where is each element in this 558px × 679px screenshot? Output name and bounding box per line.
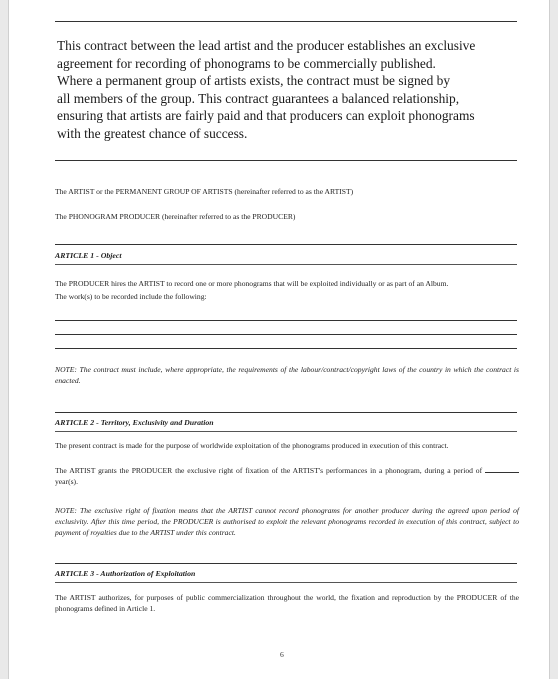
intro-line: all members of the group. This contract guarantees a balanced relationship, <box>57 90 460 106</box>
intro-paragraph <box>57 37 527 143</box>
duration-years-field[interactable] <box>485 464 519 473</box>
article1-paragraph-1: The PRODUCER hires the ARTIST to record one or more phonograms that will be exploited individually or as part of an Album. <box>55 279 449 288</box>
party-producer-line: The PHONOGRAM PRODUCER (hereinafter referred to as the PRODUCER) <box>55 212 296 221</box>
article2-paragraph-2-text: The ARTIST grants the PRODUCER the exclusive right of fixation of the ARTIST's performances in a phonogram, during a period of <box>55 466 483 475</box>
intro-line: with the greatest chance of success. <box>57 125 248 141</box>
article2-heading: ARTICLE 2 - Territory, Exclusivity and Duration <box>55 418 214 427</box>
article1-note: NOTE: The contract must include, where appropriate, the requirements of the labour/contract/copyright laws of the country in which the contract is enacted. <box>55 365 519 385</box>
article2-top-rule <box>55 412 517 413</box>
article2-heading-rule <box>55 431 517 432</box>
article2-note: NOTE: The exclusive right of fixation means that the ARTIST cannot record phonograms for another producer during the agreed upon period of exclusivity. After this time period, the PRODUCER is authorised to exploit the relevant phonograms recorded in execution of this contract, subject to payment of royalties due to the ARTIST under this contract. <box>55 506 519 537</box>
top-rule <box>55 21 517 22</box>
intro-line: This contract between the lead artist and the producer establishes an exclusive <box>57 38 476 53</box>
article1-paragraph-2: The work(s) to be recorded include the following: <box>55 292 207 301</box>
article2-paragraph-2 <box>55 464 519 487</box>
article1-top-rule <box>55 244 517 245</box>
works-fill-line-2[interactable] <box>55 334 517 335</box>
intro-line: agreement for recording of phonograms to be commercially published. <box>57 55 436 71</box>
article1-heading: ARTICLE 1 - Object <box>55 251 122 260</box>
intro-line: ensuring that artists are fairly paid and that producers can exploit phonograms <box>57 108 475 124</box>
article3-top-rule <box>55 563 517 564</box>
article3-heading-rule <box>55 582 517 583</box>
party-artist-line: The ARTIST or the PERMANENT GROUP OF ARTISTS (hereinafter referred to as the ARTIST) <box>55 187 354 196</box>
page-number: 6 <box>280 650 284 659</box>
article2-paragraph-2-suffix: year(s). <box>55 477 78 486</box>
article2-paragraph-1: The present contract is made for the purpose of worldwide exploitation of the phonograms produced in execution of this contract. <box>55 441 449 450</box>
intro-line: Where a permanent group of artists exists, the contract must be signed by <box>57 73 451 89</box>
works-fill-line-3[interactable] <box>55 348 517 349</box>
article3-heading: ARTICLE 3 - Authorization of Exploitation <box>55 569 196 578</box>
intro-bottom-rule <box>55 160 517 161</box>
article1-heading-rule <box>55 264 517 265</box>
works-fill-line-1[interactable] <box>55 320 517 321</box>
document-page <box>8 0 550 679</box>
article3-paragraph-1: The ARTIST authorizes, for purposes of public commercialization throughout the world, the fixation and reproduction by the PRODUCER of the phonograms defined in Article 1. <box>55 593 519 613</box>
